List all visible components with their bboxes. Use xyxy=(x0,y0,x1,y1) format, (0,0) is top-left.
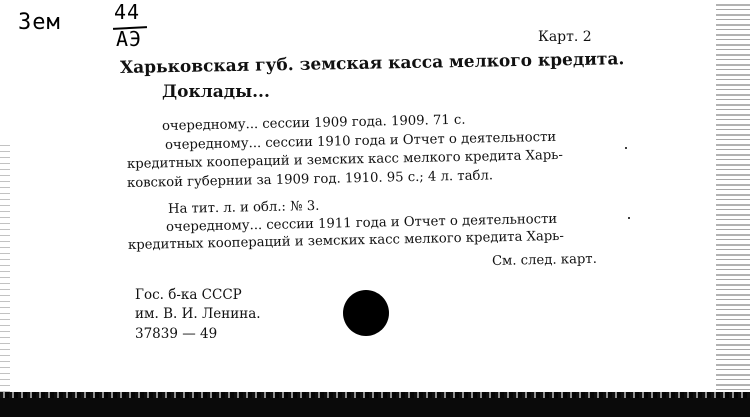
scan-edge-right xyxy=(716,0,750,417)
entry-line: очередному... сессии 1911 года и Отчет о деятельности xyxy=(165,211,558,235)
speck xyxy=(628,217,630,219)
speck xyxy=(625,147,627,149)
library-shelf-number: 37839 — 49 xyxy=(135,326,218,342)
card-number: Карт. 2 xyxy=(538,29,592,45)
card-title: Харьковская губ. земская касса мелкого кредита. xyxy=(119,49,625,78)
entry-line: На тит. л. и обл.: № 3. xyxy=(167,198,320,217)
see-next-card: См. след. карт. xyxy=(491,251,597,269)
handwritten-number-top: 44 xyxy=(114,0,141,24)
library-name-cont: им. В. И. Ленина. xyxy=(135,306,261,322)
entry-line: кредитных коопераций и земских касс мелкого кредита Харь- xyxy=(126,147,564,172)
scan-edge-left xyxy=(0,140,10,417)
handwritten-number-bottom: АЭ xyxy=(116,27,143,51)
entry-line: очередному... сессии 1910 года и Отчет о деятельности xyxy=(164,129,557,153)
scan-edge-bottom xyxy=(0,392,750,417)
entry-line: кредитных коопераций и земских касс мелкого кредита Харь- xyxy=(127,228,565,253)
card-subtitle: Доклады... xyxy=(162,82,270,102)
library-name: Гос. б-ка СССР xyxy=(135,287,242,303)
entry-line: ковской губернии за 1909 год. 1910. 95 с.; 4 л. табл. xyxy=(126,168,494,191)
punch-hole xyxy=(343,290,389,336)
handwritten-label: Зем xyxy=(18,10,61,35)
entry-line: очередному... сессии 1909 года. 1909. 71 с. xyxy=(161,112,466,134)
